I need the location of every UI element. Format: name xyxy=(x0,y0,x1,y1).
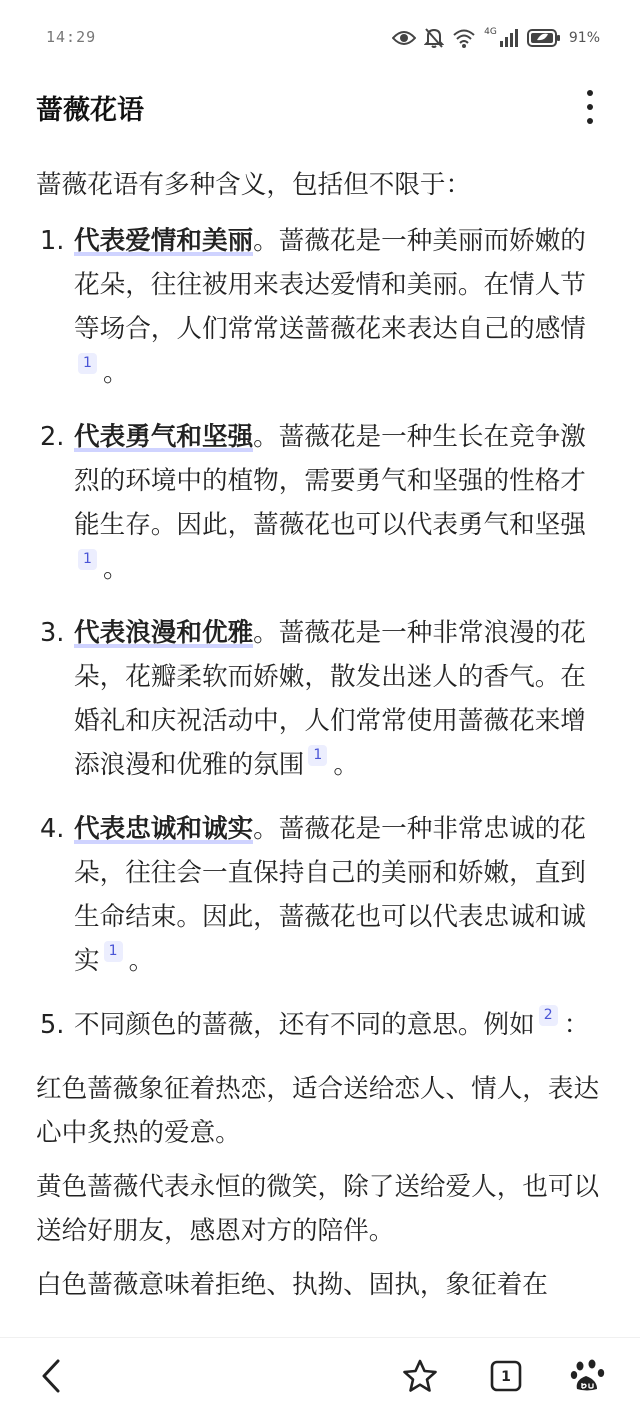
status-bar xyxy=(0,0,640,78)
wifi-icon xyxy=(452,28,476,48)
signal-icon xyxy=(499,28,519,48)
bottom-nav-bar xyxy=(0,1337,640,1415)
mute-bell-icon xyxy=(424,27,444,49)
list-item xyxy=(36,611,608,787)
tabs-icon xyxy=(490,1360,522,1392)
favorite-button[interactable] xyxy=(398,1354,442,1398)
item-number: 3. xyxy=(40,618,65,648)
item-heading: 代表爱情和美丽 xyxy=(74,226,254,256)
item-text: 不同颜色的蔷薇，还有不同的意思。例如 xyxy=(74,1010,535,1040)
star-icon xyxy=(402,1359,438,1393)
item-text: 。蔷薇花是一种生长在竞争激烈的环境中的植物，需要勇气和坚强的性格才能生存。因此，蔷薇花也可以代表勇气和坚强 xyxy=(74,422,586,540)
dot xyxy=(587,90,593,96)
battery-percent: 91% xyxy=(568,30,600,46)
paragraph-yellow-rose: 黄色蔷薇代表永恒的微笑，除了送给爱人，也可以送给好朋友，感恩对方的陪伴。 xyxy=(36,1172,600,1246)
citation-badge[interactable]: 1 xyxy=(308,745,327,766)
status-icons xyxy=(392,24,600,52)
citation-badge[interactable]: 1 xyxy=(78,549,97,570)
list-item xyxy=(36,219,608,395)
dot xyxy=(587,118,593,124)
item-text: 。蔷薇花是一种美丽而娇嫩的花朵，往往被用来表达爱情和美丽。在情人节等场合，人们常常送蔷薇花来表达自己的感情 xyxy=(74,226,586,344)
meaning-list xyxy=(36,219,608,1047)
item-text: 。蔷薇花是一种非常忠诚的花朵，往往会一直保持自己的美丽和娇嫩，直到生命结束。因此，蔷薇花也可以代表忠诚和诚实 xyxy=(74,814,586,976)
network-type: 4G xyxy=(484,27,497,37)
page-title: 蔷薇花语 xyxy=(36,95,144,126)
item-tail: 。 xyxy=(103,554,129,584)
baidu-button[interactable] xyxy=(566,1354,610,1398)
citation-badge[interactable]: 1 xyxy=(78,353,97,374)
item-number: 2. xyxy=(40,422,65,452)
back-button[interactable] xyxy=(30,1354,74,1398)
status-time: 14:29 xyxy=(46,28,97,46)
baidu-paw-icon xyxy=(570,1358,606,1394)
item-number: 1. xyxy=(40,226,65,256)
more-options-button[interactable] xyxy=(580,90,600,124)
tab-count: 1 xyxy=(501,1369,511,1385)
paragraph-red-rose: 红色蔷薇象征着热恋，适合送给恋人、情人，表达心中炙热的爱意。 xyxy=(36,1074,600,1148)
item-tail: ： xyxy=(563,1010,590,1040)
answer-content xyxy=(36,163,608,1307)
item-text: 。蔷薇花是一种非常浪漫的花朵，花瓣柔软而娇嫩，散发出迷人的香气。在婚礼和庆祝活动中，人们常常使用蔷薇花来增添浪漫和优雅的氛围 xyxy=(74,618,586,780)
battery-icon xyxy=(527,28,561,48)
citation-badge[interactable]: 1 xyxy=(104,941,123,962)
item-number: 4. xyxy=(40,814,65,844)
back-arrow-icon xyxy=(38,1358,66,1394)
eye-icon xyxy=(392,29,416,47)
item-heading: 代表勇气和坚强 xyxy=(74,422,254,452)
dot xyxy=(587,104,593,110)
paragraph-white-rose: 白色蔷薇意味着拒绝、执拗、固执，象征着在 xyxy=(36,1270,548,1300)
list-item xyxy=(36,415,608,591)
item-tail: 。 xyxy=(333,750,359,780)
intro-text: 蔷薇花语有多种含义，包括但不限于： xyxy=(36,170,472,200)
item-heading: 代表浪漫和优雅 xyxy=(74,618,254,648)
item-number: 5. xyxy=(40,1010,65,1040)
list-item xyxy=(36,807,608,983)
app-header xyxy=(0,78,640,140)
list-item xyxy=(36,1003,608,1047)
item-tail: 。 xyxy=(128,946,155,976)
citation-badge[interactable]: 2 xyxy=(539,1005,558,1026)
item-heading: 代表忠诚和诚实 xyxy=(74,814,254,844)
tabs-button[interactable] xyxy=(484,1354,528,1398)
item-tail: 。 xyxy=(103,358,129,388)
